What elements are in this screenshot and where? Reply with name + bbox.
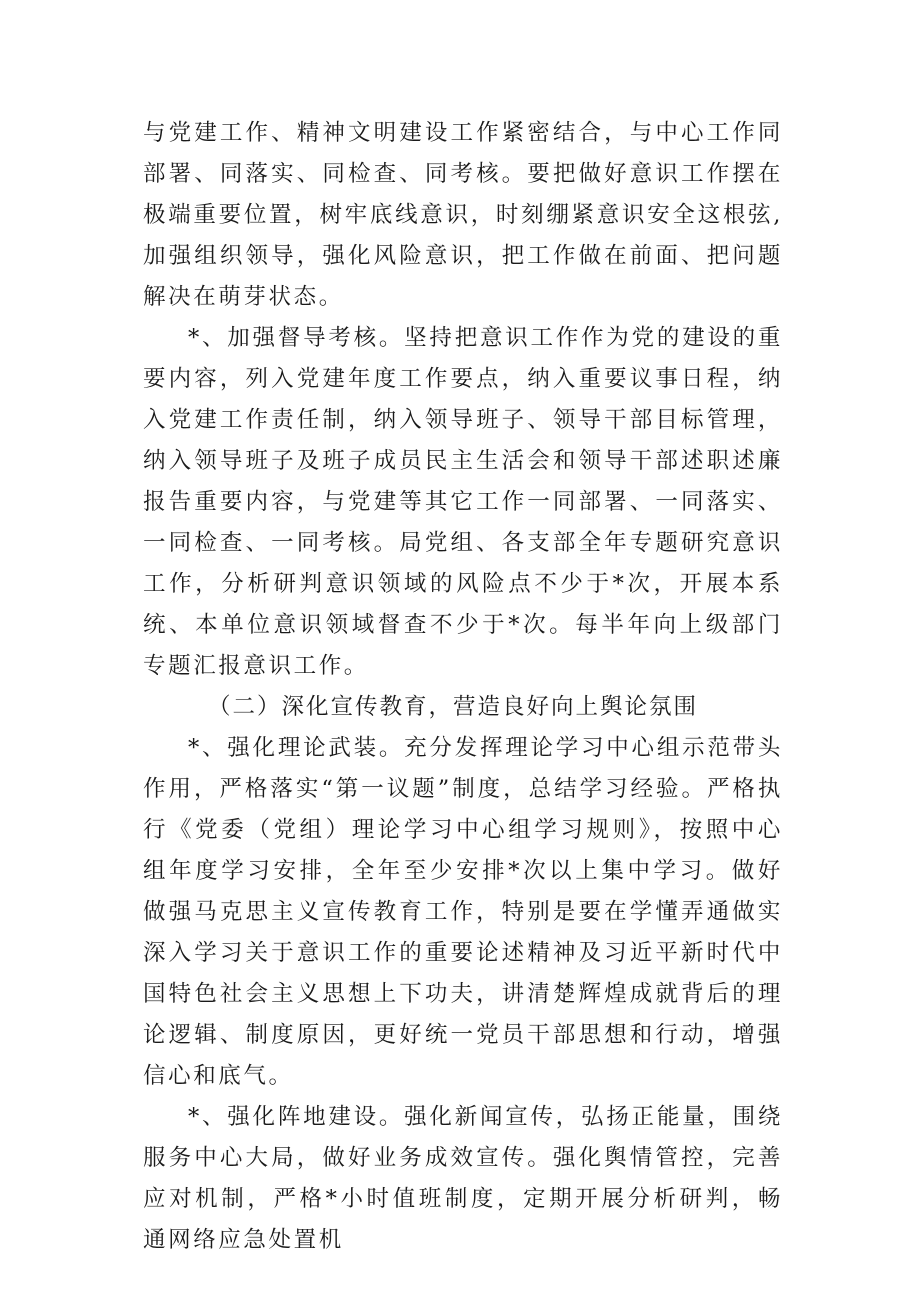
paragraph-theory: *、强化理论武装。充分发挥理论学习中心组示范带头作用，严格落实“第一议题”制度，总结学习经验。严格执行《党委（党组）理论学习中心组学习规则》，按照中心组年度学习安排，全年至少安排*次以上集中学习。做好做强马克思主义宣传教育工作，特别是要在学懂弄通做实深入学习关于意识工作的重要论述精神及习近平新时代中国特色社会主义思想上下功夫，讲清楚辉煌成就背后的理论逻辑、制度原因，更好统一党员干部思想和行动，增强信心和底气。 <box>143 735 783 1089</box>
paragraph-continuation: 与党建工作、精神文明建设工作紧密结合，与中心工作同部署、同落实、同检查、同考核。要把做好意识工作摆在极端重要位置，树牢底线意识，时刻绷紧意识安全这根弦,加强组织领导，强化风险意识，把工作做在前面、把问题解决在萌芽状态。 <box>143 120 783 310</box>
document-body <box>143 113 783 1261</box>
section-heading: （二）深化宣传教育，营造良好向上舆论氛围 <box>208 694 699 720</box>
paragraph-supervision: *、加强督导考核。坚持把意识工作作为党的建设的重要内容，列入党建年度工作要点，纳入重要议事日程，纳入党建工作责任制，纳入领导班子、领导干部目标管理，纳入领导班子及班子成员民主生活会和领导干部述职述廉报告重要内容，与党建等其它工作一同部署、一同落实、一同检查、一同考核。局党组、各支部全年专题研究意识工作，分析研判意识领域的风险点不少于*次，开展本系统、本单位意识领域督查不少于*次。每半年向上级部门专题汇报意识工作。 <box>143 325 783 679</box>
paragraph-position-building: *、强化阵地建设。强化新闻宣传，弘扬正能量，围绕服务中心大局，做好业务成效宣传。强化舆情管控，完善应对机制，严格*小时值班制度，定期开展分析研判，畅通网络应急处置机 <box>143 1104 783 1253</box>
